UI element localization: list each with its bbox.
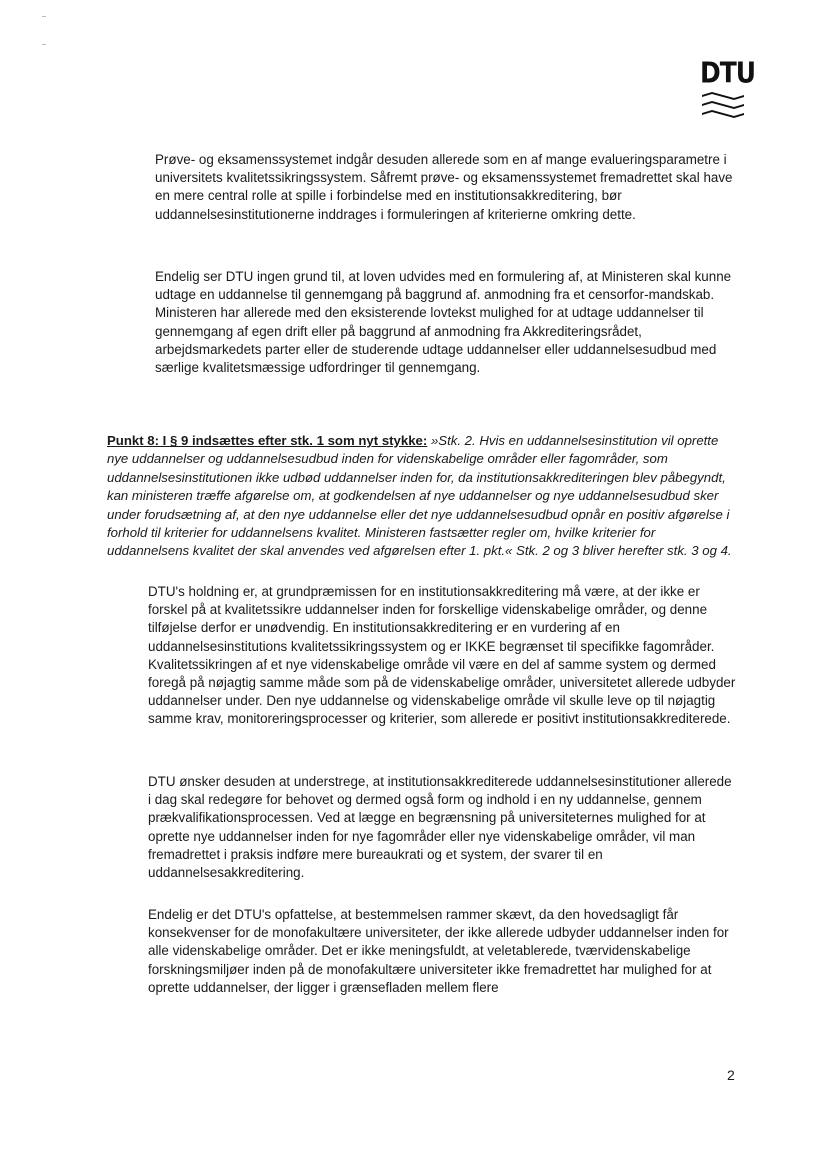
paragraph-prequalification: DTU ønsker desuden at understrege, at institutionsakkrediterede uddannelsesinstitutioner allerede i dag skal redegøre for behovet og dermed også form og indhold i en ny uddannelse, gennem prækvalifikationsprocessen. Ved at lægge en begrænsning på universiteternes mulighed for at oprette nye uddannelser inden for nye fagområder eller nye videnskabelige områder, vil man fremadrettet i praksis indføre mere bureaukrati og et system, der svarer til en uddannelsesakkreditering. xyxy=(148,774,732,881)
paragraph-dtu-position: DTU's holdning er, at grundpræmissen for en institutionsakkreditering må være, at der ikke er forskel på at kvalitetssikre uddannelser inden for forskellige videnskabelige områder, og denne tilføjelse derfor er unødvendig. En institutionsakkreditering er en vurdering af en uddannelsesinstitutions kvalitetssikringssystem og er IKKE begrænset til specifikke fagområder. Kvalitetssikringen af et nye videnskabelige område vil være en del af samme system og dermed foregå på nøjagtig samme måde som på de videnskabelige områder, universitetet allerede udbyder uddannelser under. Den nye uddannelse og videnskabelige område vil skulle leve op til nøjagtig samme krav, monitoreringsprocesser og kriterier, som allerede er positivt institutionsakkrediterede. xyxy=(148,584,736,727)
scan-mark xyxy=(42,44,46,45)
paragraph-exam-system: Prøve- og eksamenssystemet indgår desuden allerede som en af mange evalueringsparametre i universitets kvalitetssikringssystem. Såfremt prøve- og eksamenssystemet fremadrettet skal have en mere central rolle at spille i forbindelse med en institutionsakkreditering, bør uddannelsesinstitutionerne inddrages i formuleringen af kriterierne omkring dette. xyxy=(155,152,733,222)
dtu-logo xyxy=(700,55,756,121)
logo-text: DTU xyxy=(700,55,756,90)
punkt-8-heading: Punkt 8: I § 9 indsættes efter stk. 1 som nyt stykke: xyxy=(107,433,428,448)
scan-mark xyxy=(42,16,46,17)
punkt-8-quote: »Stk. 2. Hvis en uddannelsesinstitution vil oprette nye uddannelser og uddannelsesudbud inden for videnskabelige områder eller fagområder, som uddannelsesinstitutionen ikke udbød uddannelser inden for, da institutionsakkrediteringen blev påbegyndt, kan ministeren træffe afgørelse om, at godkendelsen af nye uddannelser og nye uddannelsesudbud sker under forudsætning af, at den nye uddannelse eller det nye uddannelsesudbud opnår en positiv afgørelse i forhold til kriterier for uddannelsens kvalitet. Ministeren fastsætter regler om, hvilke kriterier for uddannelsens kvalitet der skal anvendes ved afgørelsen efter 1. pkt.« Stk. 2 og 3 bliver herefter stk. 3 og 4. xyxy=(107,433,732,559)
paragraph-punkt-8 xyxy=(107,432,737,561)
paragraph-monofaculty: Endelig er det DTU's opfattelse, at bestemmelsen rammer skævt, da den hovedsagligt får konsekvenser for de monofakultære universiteter, der ikke allerede udbyder uddannelser inden for alle videnskabelige områder. Det er ikke meningsfuldt, at veletablerede, tværvidenskabelige forskningsmiljøer inden på de monofakultære universiteter ikke fremadrettet har mulighed for at oprette uddannelser, der ligger i grænsefladen mellem flere xyxy=(148,907,729,995)
dtu-wave-icon xyxy=(700,91,746,121)
paragraph-censor-request: Endelig ser DTU ingen grund til, at loven udvides med en formulering af, at Ministeren skal kunne udtage en uddannelse til gennemgang på baggrund af. anmodning fra et censorfor-mandskab. Ministeren har allerede med den eksisterende lovtekst mulighed for at udtage uddannelser til gennemgang af egen drift eller på baggrund af anmodning fra Akkrediteringsrådet, arbejdsmarkedets parter eller de studerende udtage uddannelser eller uddannelsesudbud med særlige kvalitetsmæssige udfordringer til gennemgang. xyxy=(155,269,732,376)
page-number: 2 xyxy=(727,1067,735,1083)
